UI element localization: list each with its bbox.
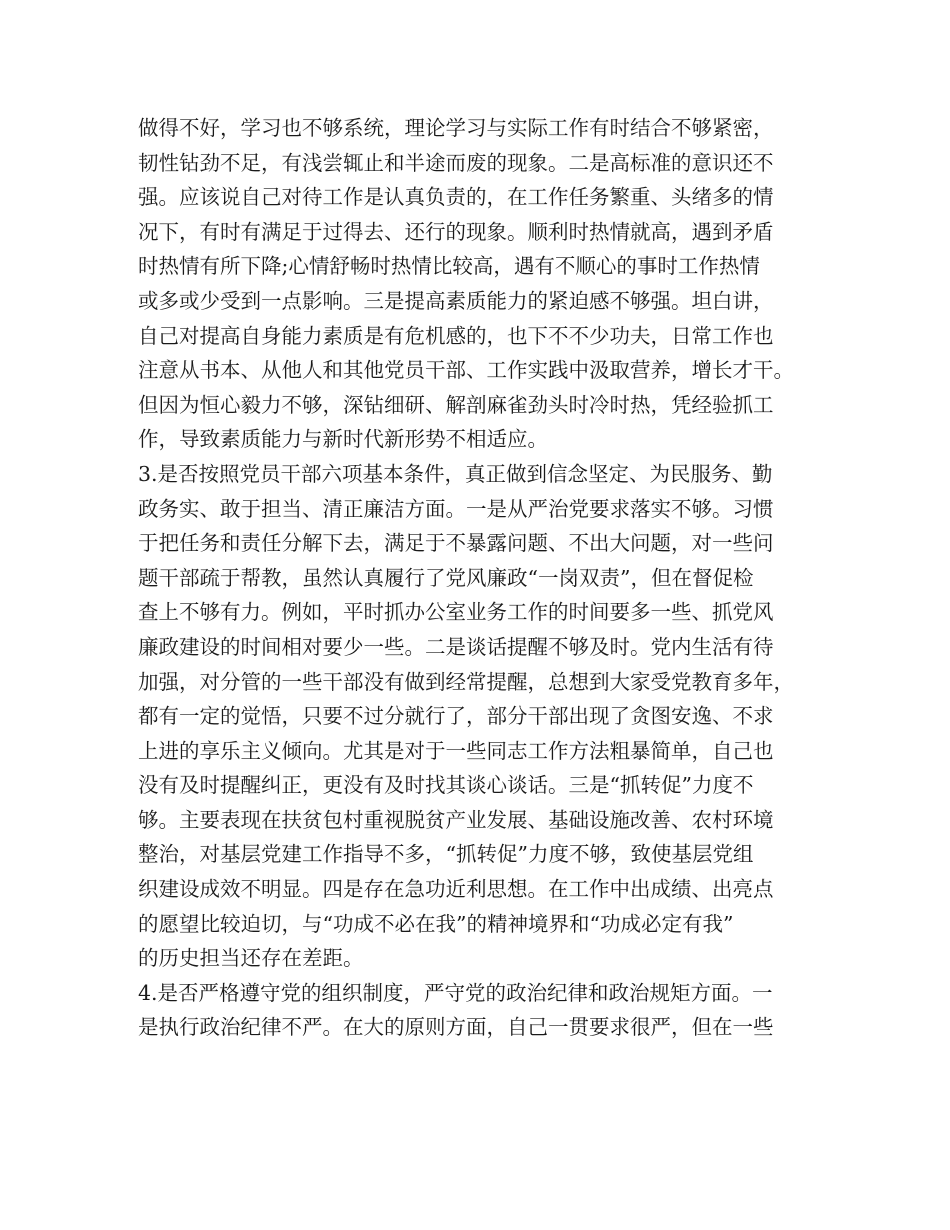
text-line: 整治，对基层党建工作指导不多，“抓转促”力度不够，致使基层党组	[138, 842, 754, 867]
text-line: 但因为恒心毅力不够，深钻细研、解剖麻雀劲头时冷时热，凭经验抓工	[138, 392, 774, 417]
text-line: 做得不好，学习也不够系统，理论学习与实际工作有时结合不够紧密，	[138, 116, 774, 140]
text-line: 韧性钻劲不足，有浅尝辄止和半途而废的现象。二是高标准的意识还不	[138, 150, 774, 175]
text-line: 况下，有时有满足于过得去、还行的现象。顺利时热情就高，遇到矛盾	[138, 219, 774, 244]
text-line: 查上不够有力。例如，平时抓办公室业务工作的时间要多一些、抓党风	[138, 600, 774, 625]
text-line: 都有一定的觉悟，只要不过分就行了，部分干部出现了贪图安逸、不求	[138, 704, 774, 729]
text-line: 织建设成效不明显。四是存在急功近利思想。在工作中出成绩、出亮点	[138, 877, 774, 902]
text-line: 3.是否按照党员干部六项基本条件，真正做到信念坚定、为民服务、勤	[138, 461, 773, 486]
text-line: 政务实、敢于担当、清正廉洁方面。一是从严治党要求落实不够。习惯	[138, 496, 774, 521]
text-line: 自己对提高自身能力素质是有危机感的，也下不不少功夫，日常工作也	[138, 323, 774, 348]
text-line: 题干部疏于帮教，虽然认真履行了党风廉政“一岗双责”，但在督促检	[138, 565, 754, 590]
text-line: 廉政建设的时间相对要少一些。二是谈话提醒不够及时。党内生活有待	[138, 634, 774, 659]
text-line: 强。应该说自己对待工作是认真负责的，在工作任务繁重、头绪多的情	[138, 185, 774, 210]
text-line: 没有及时提醒纠正，更没有及时找其谈心谈话。三是“抓转促”力度不	[138, 773, 754, 798]
text-line: 上进的享乐主义倾向。尤其是对于一些同志工作方法粗暴简单，自己也	[138, 738, 774, 763]
text-line: 是执行政治纪律不严。在大的原则方面，自己一贯要求很严，但在一些	[138, 1015, 774, 1040]
text-line: 作，导致素质能力与新时代新形势不相适应。	[138, 427, 548, 452]
text-line: 时热情有所下降;心情舒畅时热情比较高，遇有不顺心的事时工作热情	[138, 254, 760, 279]
text-line: 的历史担当还存在差距。	[138, 946, 364, 971]
text-line: 够。主要表现在扶贫包村重视脱贫产业发展、基础设施改善、农村环境	[138, 807, 774, 832]
body-text	[138, 111, 838, 1045]
text-line: 或多或少受到一点影响。三是提高素质能力的紧迫感不够强。坦白讲，	[138, 288, 774, 313]
text-line: 4.是否严格遵守党的组织制度，严守党的政治纪律和政治规矩方面。一	[138, 980, 773, 1005]
text-line: 于把任务和责任分解下去，满足于不暴露问题、不出大问题，对一些问	[138, 531, 774, 556]
text-line: 加强，对分管的一些干部没有做到经常提醒，总想到大家受党教育多年，	[138, 669, 794, 694]
text-line: 的愿望比较迫切，与“功成不必在我”的精神境界和“功成必定有我”	[138, 911, 734, 936]
text-line: 注意从书本、从他人和其他党员干部、工作实践中汲取营养，增长才干。	[138, 358, 794, 383]
